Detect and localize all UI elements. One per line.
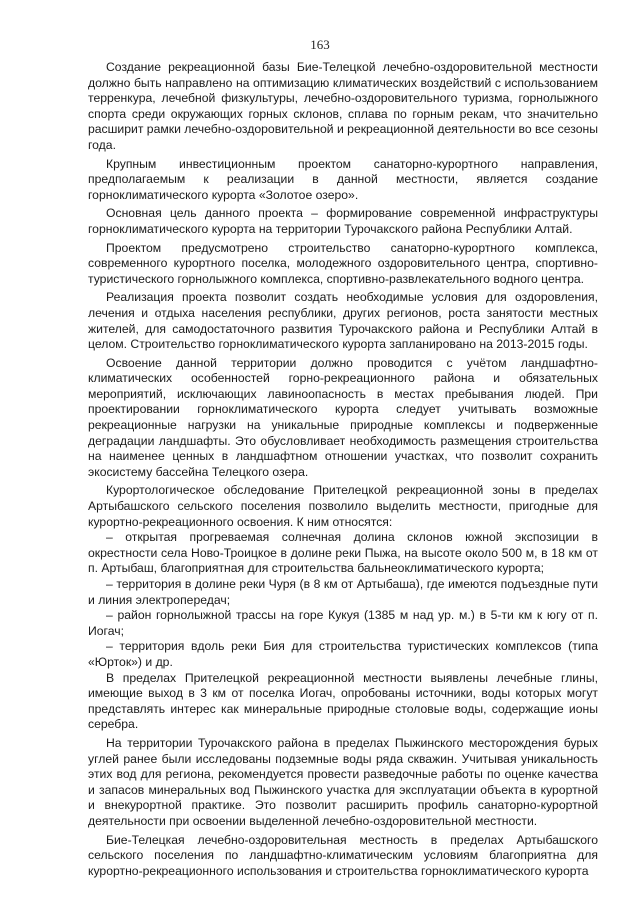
paragraph-territory-development: Освоение данной территории должно проводится с учётом ландшафтно-климатических особенностей горно-рекреационного района и обязательных мероприятий, исключающих лавиноопасность в местах пребывания людей. При проектировании горноклиматического курорта следует учитывать возможные рекреационные нагрузки на уникальные природные комплексы и подверженные деградации ландшафты. Это обусловливает необходимость размещения строительства на наименее ценных в ландшафтном отношении участках, что позволит сохранить экосистему бассейна Телецкого озера. <box>88 355 598 479</box>
paragraph-recreation-base: Создание рекреационной базы Бие-Телецкой лечебно-оздоровительной местности должно быть направлено на оптимизацию климатических воздействий с использованием терренкура, лечебной физкультуры, лечебно-оздоровительного туризма, горнолыжного спорта среди окружающих горных склонов, сплава по горным рекам, что значительно расширит рамки лечебно-оздоровительной и рекреационной деятельности во все сезоны года. <box>88 60 598 152</box>
list-item-novo-troitskoe: – открытая прогреваемая солнечная долина склонов южной экспозиции в окрестности села Ново-Троицкое в долине реки Пыжа, на высоте около 500 м, в 18 км от п. Артыбаш, благоприятная для строительства бальнеоклиматического курорта; <box>88 530 598 576</box>
paragraph-conclusion: Бие-Телецкая лечебно-оздоровительная местность в пределах Артыбашского сельского поселения по ландшафтно-климатическим условиям благоприятна для курортно-рекреационного использования и строительства горноклиматического курорта <box>88 832 598 878</box>
paragraph-project-goal: Основная цель данного проекта – формирование современной инфраструктуры горноклиматического курорта на территории Турочакского района Республики Алтай. <box>88 206 598 236</box>
paragraph-project-scope: Проектом предусмотрено строительство санаторно-курортного комплекса, современного курортного поселка, молодежного оздоровительного центра, спортивно-туристического горнолыжного комплекса, спортивно-развлекательного водного центра. <box>88 240 598 286</box>
list-item-biya-river: – территория вдоль реки Бия для строительства туристических комплексов (типа «Юрток») и др. <box>88 639 598 669</box>
paragraph-resort-survey: Курортологическое обследование Прителецкой рекреационной зоны в пределах Артыбашского сельского поселения позволило выделить местности, пригодные для курортно-рекреационного освоения. К ним относятся: <box>88 483 598 529</box>
list-item-kukuya-ski-track: – район горнолыжной трассы на горе Кукуя (1385 м над ур. м.) в 5-ти км к югу от п. Иогач; <box>88 608 598 638</box>
page-number: 163 <box>310 37 330 52</box>
paragraph-healing-clays: В пределах Прителецкой рекреационной местности выявлены лечебные глины, имеющие выход в 3 км от поселка Иогач, опробованы источники, воды которых могут представлять интерес как минеральные природные столовые воды, содержащие ионы серебра. <box>88 670 598 732</box>
list-item-churya-valley: – территория в долине реки Чуря (в 8 км от Артыбаша), где имеются подъездные пути и линия электропередач; <box>88 577 598 607</box>
paragraph-investment-project: Крупным инвестиционным проектом санаторно-курортного направления, предполагаемым к реализации в данной местности, является создание горноклиматического курорта «Золотое озеро». <box>88 156 598 202</box>
paragraph-project-implementation: Реализация проекта позволит создать необходимые условия для оздоровления, лечения и отдыха населения республики, других регионов, роста занятости местных жителей, для самодостаточного развития Турочакского района и Республики Алтай в целом. Строительство горноклиматического курорта запланировано на 2013-2015 годы. <box>88 290 598 352</box>
page-body-text <box>88 60 598 879</box>
paragraph-mineral-waters: На территории Турочакского района в пределах Пыжинского месторождения бурых углей ранее были исследованы подземные воды ряда скважин. Учитывая уникальность этих вод для региона, рекомендуется провести разведочные работы по оценке качества и запасов минеральных вод Пыжинского участка для эксплуатации объекта в курортной и внекурортной практике. Это позволит расширить профиль санаторно-курортной деятельности при освоении выделенной лечебно-оздоровительной местности. <box>88 735 598 828</box>
